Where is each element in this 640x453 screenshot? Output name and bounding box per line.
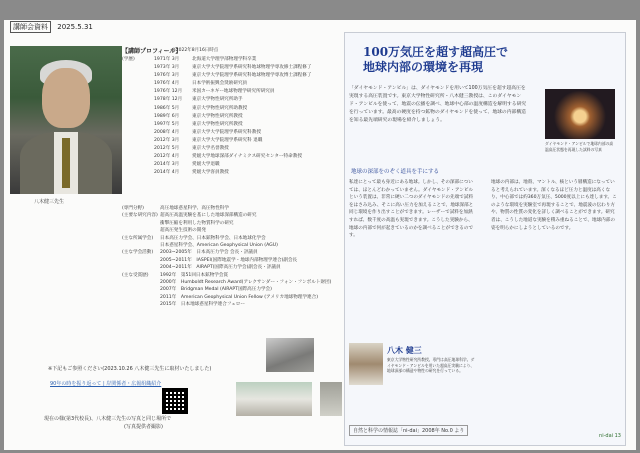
info-row bbox=[122, 235, 342, 242]
magazine-article bbox=[344, 32, 626, 446]
info-label bbox=[122, 301, 160, 308]
career-text: 東京大学名誉教授 bbox=[192, 146, 229, 152]
career-row bbox=[122, 121, 342, 129]
info-row bbox=[122, 257, 342, 264]
career-row bbox=[122, 153, 342, 161]
career-text: 愛媛大学客員教授 bbox=[192, 170, 229, 176]
career-text: 東京大学物性研究所助手 bbox=[192, 97, 243, 103]
info-text: 2011年 American Geophysical Union Fellow (アメリカ地球物理学連合) bbox=[160, 294, 319, 300]
header-tag: 講師会資料 bbox=[10, 21, 51, 33]
career-label bbox=[122, 96, 154, 104]
career-text: 北海道大学理学部物理学科卒業 bbox=[192, 57, 257, 62]
career-text: 日本学術振興会奨励研究員 bbox=[192, 81, 248, 87]
author-name: 八木 健三 bbox=[387, 346, 422, 355]
career-year: 1973年 3月 bbox=[154, 65, 180, 71]
article-title-line1: 100万気圧を超す超高圧で bbox=[363, 45, 509, 59]
info-label: (主な所属学会) bbox=[122, 235, 154, 241]
anvil-image bbox=[545, 89, 615, 139]
career-row bbox=[122, 129, 342, 137]
info-row bbox=[122, 272, 342, 279]
info-row bbox=[122, 286, 342, 293]
career-row bbox=[122, 80, 342, 88]
reference-note: ※下記もご参照ください(2023.10.26 八木健三先生に取材いたしました) bbox=[48, 366, 212, 372]
info-row bbox=[122, 242, 342, 249]
info-text: 2015年 日本地球惑星科学連合フェロー bbox=[160, 302, 245, 308]
career-year: 1989年 6月 bbox=[154, 113, 180, 119]
info-row bbox=[122, 249, 342, 256]
info-text: 2005~2011年 IASPEI(国際地震学・地球内部物理学連合)副会長 bbox=[160, 257, 298, 263]
career-row bbox=[122, 88, 342, 96]
anvil-image-caption: ダイヤモンド・アンビルで地球内部の高温高圧状態を再現した試料の写真 bbox=[545, 141, 614, 152]
info-label bbox=[122, 294, 160, 301]
career-label bbox=[122, 169, 154, 177]
info-label bbox=[122, 227, 160, 234]
career-row bbox=[122, 96, 342, 104]
info-text: 超高圧高温実験を基にした地球深部構造の研究 bbox=[160, 213, 257, 219]
photo-note-line1: 現在の様(第3代校長)、八木健三先生の写真と同じ場所で bbox=[44, 416, 172, 422]
info-row bbox=[122, 264, 342, 271]
people-photo bbox=[320, 382, 342, 416]
career-label bbox=[122, 161, 154, 169]
career-row bbox=[122, 137, 342, 145]
career-label bbox=[122, 153, 154, 161]
career-year: 1976年 3月 bbox=[154, 73, 180, 79]
career-label bbox=[122, 105, 154, 113]
career-label bbox=[122, 80, 154, 88]
career-label bbox=[122, 145, 154, 153]
qr-code[interactable] bbox=[162, 388, 188, 414]
info-row bbox=[122, 294, 342, 301]
document-sheet bbox=[4, 20, 636, 450]
career-label bbox=[122, 129, 154, 137]
info-list bbox=[122, 205, 342, 309]
career-label bbox=[122, 137, 154, 145]
info-row bbox=[122, 279, 342, 286]
info-label: (専門分野) bbox=[122, 206, 144, 211]
career-year: 1978年 12月 bbox=[154, 97, 183, 103]
article-column-1: 私達にとって最も身近にある地球。しかし、その深部については、ほとんどわかっていません。ダイヤモンド・アンビルという装置は、非常に硬い二つのダイヤモンドの先端で試料をはさみ込み、そこに高い圧力を加えることで、地球深部と同じ環境を作り出すことができます。レーザーで試料を加熱すれば、数千度の高温も実現できます。こうした実験から、地球の内部で何が起きているのかを調べることができるのです。 bbox=[349, 180, 474, 239]
info-label bbox=[122, 264, 160, 271]
info-text: 高圧地球惑星科学、高圧物性科学 bbox=[160, 206, 229, 211]
info-text: 日本惑星科学会、American Geophysical Union (AGU) bbox=[160, 243, 278, 249]
article-title bbox=[363, 45, 563, 75]
career-year: 2012年 4月 bbox=[154, 154, 180, 160]
info-row bbox=[122, 205, 342, 212]
career-text: 東京大学大学院理学系研究科地球物理学専攻修士課程修了 bbox=[192, 65, 312, 71]
info-label bbox=[122, 257, 160, 264]
info-text: 2003~2005年 日本高圧力学会 会長・評議員 bbox=[160, 250, 258, 256]
career-year: 1976年 4月 bbox=[154, 81, 180, 87]
photo-note bbox=[44, 415, 224, 431]
career-text: 愛媛大学退職 bbox=[192, 162, 220, 168]
career-text: 東京大学物性研究所助教授 bbox=[192, 105, 248, 111]
career-year: 1986年 5月 bbox=[154, 105, 180, 111]
career-label bbox=[122, 113, 154, 121]
info-row bbox=[122, 220, 342, 227]
profile-title: 【講師プロフィール】 bbox=[122, 48, 182, 55]
author-portrait bbox=[349, 343, 383, 385]
career-text: 愛媛大学地球深部ダイナミクス研究センター特命教授 bbox=[192, 154, 302, 160]
article-title-line2: 地球内部の環境を再現 bbox=[363, 60, 484, 74]
info-label bbox=[122, 220, 160, 227]
career-text: 東京大学物性研究所教授 bbox=[192, 113, 243, 119]
info-text: 2000年 Humboldt Research Award(アレクサンダー・フォン・フンボルト財団) bbox=[160, 280, 332, 286]
career-year: 2008年 4月 bbox=[154, 129, 180, 135]
lab-photo bbox=[266, 338, 314, 372]
info-row bbox=[122, 227, 342, 234]
career-label bbox=[122, 72, 154, 80]
career-label bbox=[122, 88, 154, 96]
page-number: ni-dai 13 bbox=[599, 433, 621, 439]
career-text: 東京大学物性研究所教授 bbox=[192, 121, 243, 127]
info-label: (主な学会活動) bbox=[122, 250, 154, 256]
career-row bbox=[122, 72, 342, 80]
photo-note-line2: (写真提供者撮影) bbox=[124, 424, 163, 430]
career-year: 2012年 3月 bbox=[154, 137, 180, 143]
info-text: 2007年 Bridgman Medal (AIRAPT国際高圧力学会) bbox=[160, 287, 272, 293]
career-list bbox=[122, 56, 342, 177]
info-row bbox=[122, 301, 342, 308]
article-lead: 「ダイヤモンド・アンビル」は、ダイヤモンドを用いて100万気圧を超す超高圧を実現する高圧装置です。東京大学物性研究所・八木健三教授は、このダイヤモンド・アンビルを使って、地震の伝播を調べ、地球中心部の温度構造を解明する研究を行っています。最高の硬度を持つ鉱物のダイヤモンドを使って、地球の内部構造を知る最先端研究の現場を紹介しましょう。 bbox=[349, 86, 527, 123]
article-subheading: 地球の深部をのぞく道具を手にする bbox=[351, 169, 440, 175]
career-year: 2014年 4月 bbox=[154, 170, 180, 176]
info-label: (主要な研究内容) bbox=[122, 213, 158, 219]
career-year: 2012年 5月 bbox=[154, 146, 180, 152]
info-label bbox=[122, 242, 160, 249]
career-text: 東京大学大学院理学系研究科教授 bbox=[192, 129, 261, 135]
profile-date: ※2022年8月16日時点 bbox=[172, 48, 219, 53]
building-photo bbox=[236, 382, 312, 416]
reference-link[interactable]: 90年の時を振り返って | 岸関係者・広報組織紹介 bbox=[50, 381, 162, 387]
info-text: 日本高圧力学会、日本鉱物科学会、日本地球化学会 bbox=[160, 235, 266, 241]
info-label bbox=[122, 286, 160, 293]
career-row bbox=[122, 169, 342, 177]
info-label: (主な受賞歴) bbox=[122, 272, 149, 278]
career-text: 東京大学大学院理学系研究科 退職 bbox=[192, 137, 263, 143]
career-row bbox=[122, 64, 342, 72]
info-row bbox=[122, 212, 342, 219]
career-year: 2014年 3月 bbox=[154, 162, 180, 168]
author-bio: 東京大学物性研究所教授。専門は高圧地球科学。ダイヤモンド・アンビルを用いた超高圧実験により、地球深部の構造や物性の研究を行っている。 bbox=[387, 357, 475, 374]
document-header bbox=[10, 21, 93, 32]
career-row bbox=[122, 161, 342, 169]
career-year: 1976年 12月 bbox=[154, 89, 183, 95]
lecturer-photo bbox=[10, 46, 122, 194]
info-text: 2004~2011年 AIRAPT(国際高圧力学会)副会長・評議員 bbox=[160, 265, 281, 271]
career-label bbox=[122, 121, 154, 129]
info-text: 超高圧発生技術の開発 bbox=[160, 228, 206, 234]
career-row bbox=[122, 56, 342, 64]
career-label bbox=[122, 64, 154, 72]
career-text: 米国カーネギー地球物理学研究所研究員 bbox=[192, 89, 275, 95]
info-label bbox=[122, 279, 160, 286]
photo-caption: 八木健三先生 bbox=[34, 199, 65, 205]
career-label: (学歴) bbox=[122, 57, 135, 62]
header-date: 2025.5.31 bbox=[57, 23, 93, 31]
career-row bbox=[122, 145, 342, 153]
career-year: 1971年 3月 bbox=[154, 57, 180, 62]
info-text: 1992年 第51回日本鉱物学会賞 bbox=[160, 272, 229, 278]
career-row bbox=[122, 113, 342, 121]
career-row bbox=[122, 105, 342, 113]
info-text: 衝撃圧縮を利用した物質科学の研究 bbox=[160, 220, 234, 226]
career-text: 東京大学大学院理学系研究科地球物理学専攻博士課程修了 bbox=[192, 73, 312, 79]
article-source: 自然と科学の情報誌「ni-dai」2008年 No.0 より bbox=[349, 425, 468, 436]
article-column-2: 地球の内部は、地殻、マントル、核という層構造になっていると考えられています。深くなるほど圧力と温度は高くなり、中心部では約360万気圧、5000度以上にも達します。このような環境を実験室で再現することで、地震波の伝わり方や、物質の性質の変化を詳しく調べることができます。研究者は、こうした地道な実験を積み重ねることで、地球内部の姿を明らかにしようとしているのです。 bbox=[491, 180, 617, 231]
career-year: 1997年 5月 bbox=[154, 121, 180, 127]
